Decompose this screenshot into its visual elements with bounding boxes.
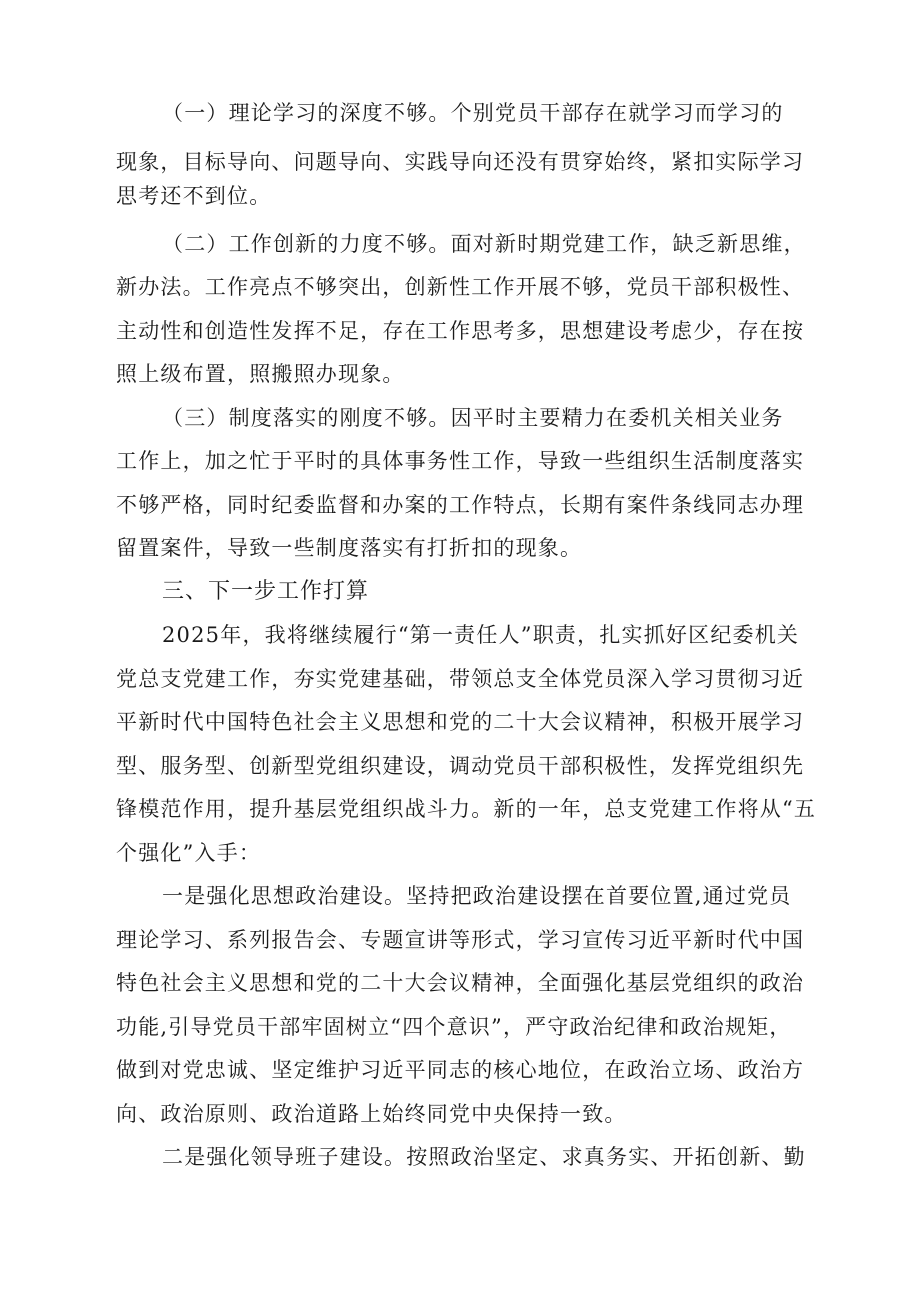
paragraph-2-line-4: 照上级布置，照搬照办现象。 [116,362,405,386]
paragraph-4-line-2: 党总支党建工作，夯实党建基础，带领总支全体党员深入学习贯彻习近 [116,667,805,691]
paragraph-4-line-5: 锋模范作用，提升基层党组织战斗力。新的一年，总支党建工作将从“五 [116,797,817,821]
paragraph-5-line-5: 做到对党忠诚、坚定维护习近平同志的核心地位，在政治立场、政治方 [116,1058,805,1082]
paragraph-2-line-3: 主动性和创造性发挥不足，存在工作思考多，思想建设考虑少，存在按 [116,319,805,343]
paragraph-4-line-3: 平新时代中国特色社会主义思想和党的二十大会议精神，积极开展学习 [116,710,805,734]
paragraph-3-line-3: 不够严格，同时纪委监督和办案的工作特点，长期有案件条线同志办理 [116,493,805,517]
paragraph-5-line-1: 一是强化思想政治建设。坚持把政治建设摆在首要位置,通过党员 [162,884,792,908]
paragraph-3-line-1: （三）制度落实的刚度不够。因平时主要精力在委机关相关业务 [162,406,784,430]
paragraph-5-line-4: 功能,引导党员干部牢固树立“四个意识”，严守政治纪律和政治规矩， [116,1015,792,1039]
paragraph-1-line-3: 思考还不到位。 [116,184,272,208]
paragraph-1-line-2: 现象，目标导向、问题导向、实践导向还没有贯穿始终，紧扣实际学习 [116,150,805,174]
paragraph-3-line-2: 工作上，加之忙于平时的具体事务性工作，导致一些组织生活制度落实 [116,449,805,473]
paragraph-5-line-2: 理论学习、系列报告会、专题宣讲等形式，学习宣传习近平新时代中国 [116,928,805,952]
paragraph-3-line-4: 留置案件，导致一些制度落实有打折扣的现象。 [116,536,583,560]
paragraph-1-line-1: （一）理论学习的深度不够。个别党员干部存在就学习而学习的 [162,101,784,125]
paragraph-2-line-1: （二）工作创新的力度不够。面对新时期党建工作，缺乏新思维， [162,232,806,256]
paragraph-4-line-6: 个强化”入手： [116,841,262,865]
paragraph-4-line-4: 型、服务型、创新型党组织建设，调动党员干部积极性，发挥党组织先 [116,754,805,778]
paragraph-5-line-3: 特色社会主义思想和党的二十大会议精神，全面强化基层党组织的政治 [116,971,805,995]
paragraph-2-line-2: 新办法。工作亮点不够突出，创新性工作开展不够，党员干部积极性、 [116,275,805,299]
paragraph-6-line-1: 二是强化领导班子建设。按照政治坚定、求真务实、开拓创新、勤 [162,1145,806,1169]
paragraph-4-line-1: 2025年，我将继续履行“第一责任人”职责，扎实抓好区纪委机关 [162,623,800,647]
paragraph-5-line-6: 向、政治原则、政治道路上始终同党中央保持一致。 [116,1102,627,1126]
section-heading-3: 三、下一步工作打算 [162,579,370,604]
